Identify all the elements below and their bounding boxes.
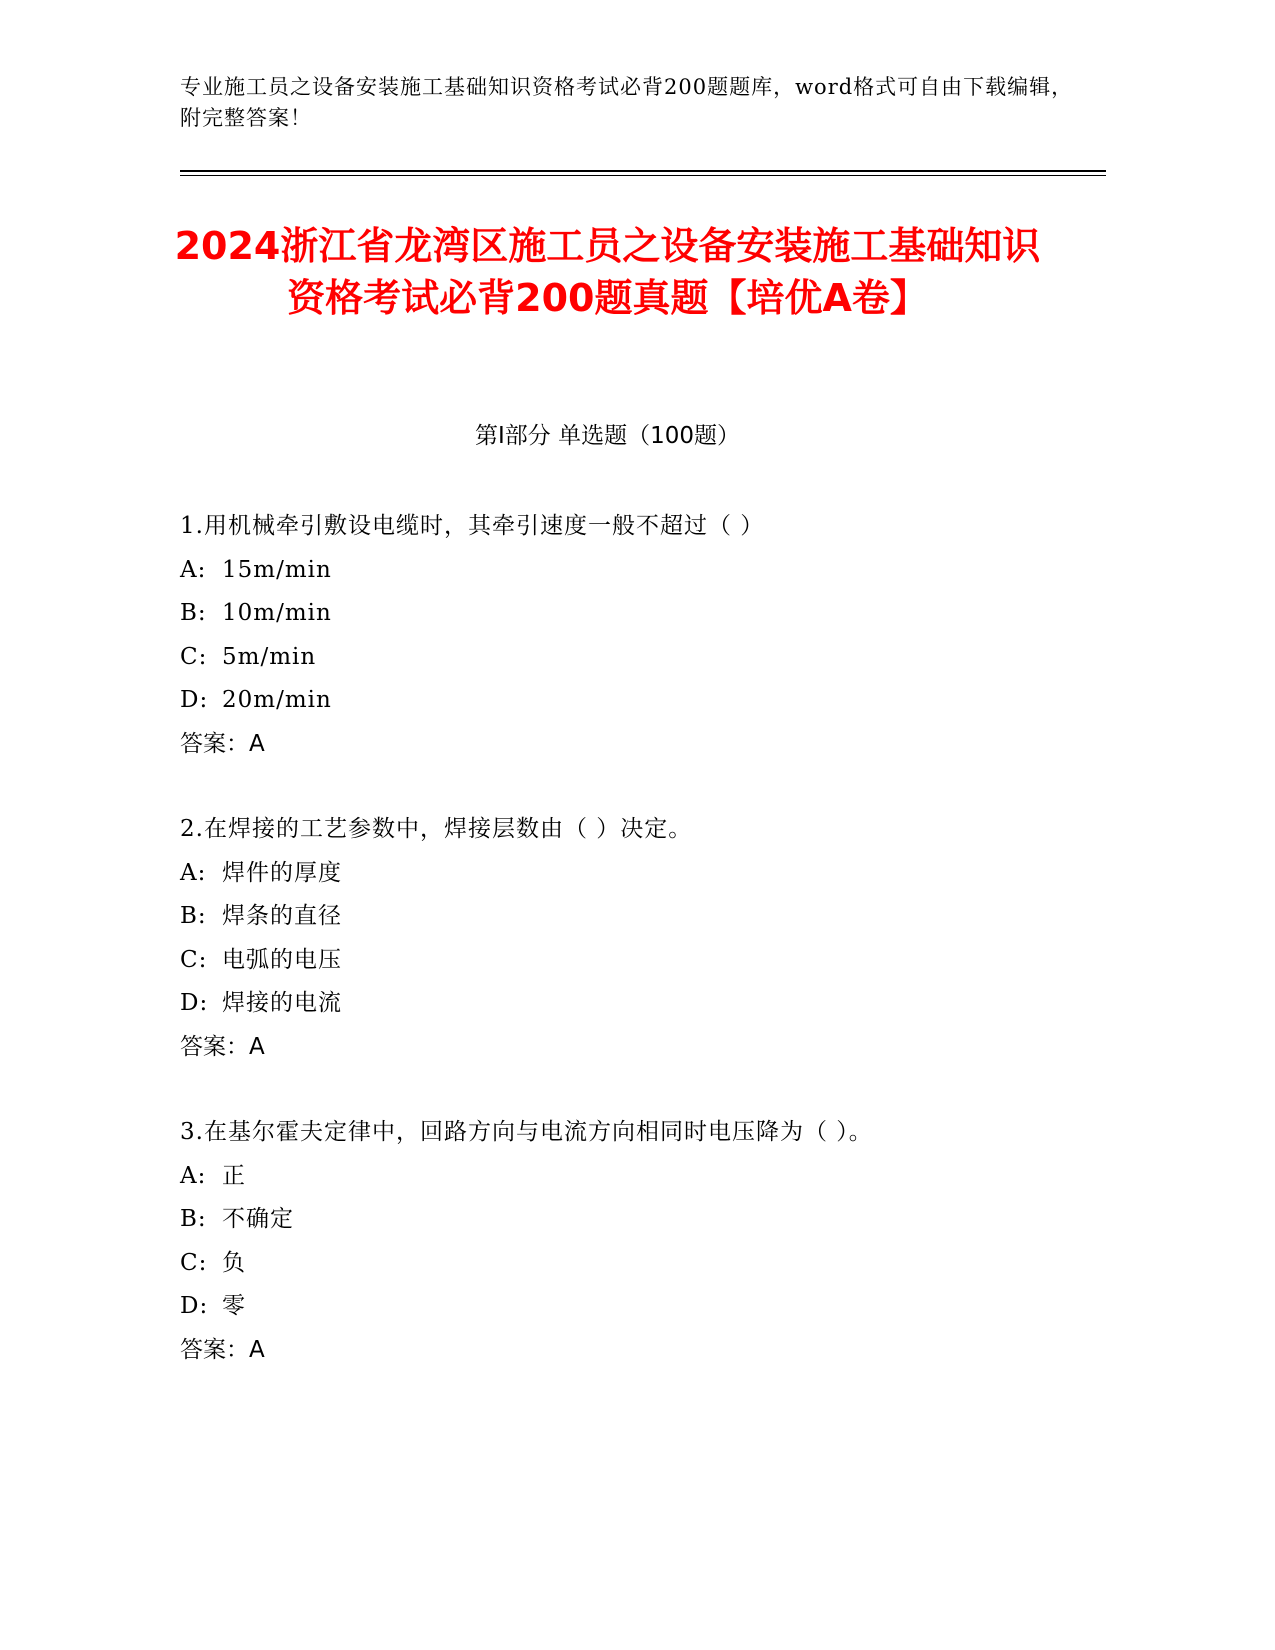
option-letter: A: xyxy=(180,556,207,583)
question-2 xyxy=(180,808,1080,1069)
option-text: 电弧的电压 xyxy=(222,946,342,973)
option-d xyxy=(180,1285,1080,1329)
option-text: 5m/min xyxy=(222,643,317,670)
option-letter: B: xyxy=(180,903,207,929)
option-a xyxy=(180,549,1080,593)
option-text: 焊件的厚度 xyxy=(222,859,342,886)
option-text: 不确定 xyxy=(222,1206,294,1232)
option-text: 负 xyxy=(222,1249,246,1276)
option-d xyxy=(180,982,1080,1026)
option-b xyxy=(180,895,1080,939)
option-b xyxy=(180,592,1080,636)
option-text: 20m/min xyxy=(222,687,332,713)
option-text: 零 xyxy=(222,1293,246,1319)
document-intro: 专业施工员之设备安装施工基础知识资格考试必背200题题库，word格式可自由下载编辑，附完整答案！ xyxy=(180,75,1074,130)
answer: 答案：A xyxy=(180,1033,265,1060)
option-a xyxy=(180,852,1080,896)
question-3 xyxy=(180,1111,1080,1372)
question-1 xyxy=(180,505,1080,766)
header-divider-thick xyxy=(180,170,1106,172)
option-letter: C: xyxy=(180,1249,208,1276)
option-c xyxy=(180,939,1080,983)
option-letter: B: xyxy=(180,600,207,626)
question-stem: 3.在基尔霍夫定律中，回路方向与电流方向相同时电压降为（ ）。 xyxy=(180,1119,873,1145)
option-a xyxy=(180,1155,1080,1199)
option-letter: D: xyxy=(180,990,209,1016)
section-heading: 第Ⅰ部分 单选题（100题） xyxy=(475,423,740,449)
option-b xyxy=(180,1198,1080,1242)
answer: 答案：A xyxy=(180,1336,265,1363)
option-c xyxy=(180,1242,1080,1286)
answer: 答案：A xyxy=(180,730,265,757)
header-divider-thin xyxy=(180,175,1106,176)
option-letter: C: xyxy=(180,643,208,670)
option-letter: D: xyxy=(180,687,209,713)
option-c xyxy=(180,636,1080,680)
question-list xyxy=(180,505,1080,1414)
question-stem: 2.在焊接的工艺参数中，焊接层数由（ ）决定。 xyxy=(180,816,693,842)
question-stem: 1.用机械牵引敷设电缆时，其牵引速度一般不超过（ ） xyxy=(180,513,765,539)
option-letter: C: xyxy=(180,946,208,973)
document-title: 2024浙江省龙湾区施工员之设备安装施工基础知识资格考试必背200题真题【培优A卷】 xyxy=(174,224,1041,320)
option-letter: D: xyxy=(180,1293,209,1319)
option-text: 正 xyxy=(222,1162,246,1189)
option-letter: A: xyxy=(180,859,207,886)
option-letter: B: xyxy=(180,1206,207,1232)
option-text: 10m/min xyxy=(222,600,332,626)
option-text: 焊接的电流 xyxy=(222,990,342,1016)
option-letter: A: xyxy=(180,1162,207,1189)
option-text: 15m/min xyxy=(222,556,332,583)
option-text: 焊条的直径 xyxy=(222,903,342,929)
option-d xyxy=(180,679,1080,723)
